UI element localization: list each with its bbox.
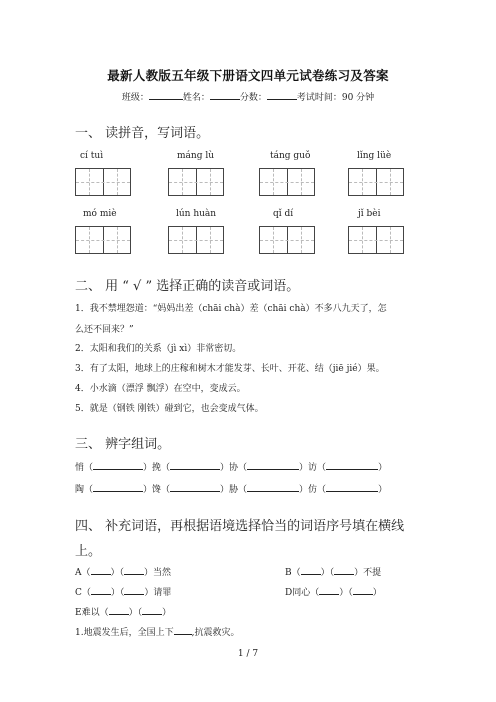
- section4-question-1: 1.地震发生后，全国上下 ,抗震救灾。: [75, 628, 240, 638]
- pinyin-5: mó miè: [83, 209, 117, 219]
- writing-grid[interactable]: [75, 226, 131, 254]
- answer-blank[interactable]: [142, 614, 162, 615]
- answer-blank[interactable]: [353, 594, 373, 595]
- pinyin-1: cí tuì: [80, 151, 104, 161]
- pinyin-8: jǐ bèi: [358, 209, 381, 219]
- answer-blank[interactable]: [170, 469, 220, 470]
- writing-grid[interactable]: [259, 226, 315, 254]
- pinyin-3: táng guǒ: [270, 151, 311, 161]
- writing-grid[interactable]: [259, 168, 315, 196]
- answer-blank[interactable]: [319, 594, 339, 595]
- pinyin-2: máng lù: [177, 151, 214, 161]
- class-label: 班级：: [121, 93, 149, 103]
- writing-grid[interactable]: [168, 226, 224, 254]
- idiom-c: C（ ）（ ）请罪: [75, 588, 172, 598]
- section4-heading-line-2: 上。: [75, 544, 102, 559]
- answer-blank[interactable]: [174, 634, 192, 635]
- answer-blank[interactable]: [247, 469, 299, 470]
- question-2: 2．太阳和我们的关系（jì xì）非常密切。: [75, 344, 242, 354]
- score-blank: [267, 90, 297, 100]
- answer-blank[interactable]: [247, 491, 299, 492]
- answer-blank[interactable]: [170, 491, 220, 492]
- idiom-b: B（ ）（ ）不提: [285, 568, 382, 578]
- question-5: 5．就是（钢铁 刚铁）碰到它，也会变成气体。: [75, 404, 264, 414]
- answer-blank[interactable]: [91, 574, 111, 575]
- idiom-a: A（ ）（ ）当然: [75, 568, 172, 578]
- writing-grid[interactable]: [168, 168, 224, 196]
- word-group-row-1: 悄（ ）挽（ ）协（ ）访（ ）: [75, 463, 388, 473]
- question-3: 3．有了太阳，地球上的庄稼和树木才能发芽、长叶、开花、结（jiē jié）果。: [75, 364, 385, 374]
- answer-blank[interactable]: [109, 614, 129, 615]
- answer-blank[interactable]: [93, 491, 143, 492]
- answer-blank[interactable]: [93, 469, 143, 470]
- question-1-line-1: 1．我不禁埋怨道：“妈妈出差（chāi chà）差（chāi chà）不多八九天了，怎: [75, 304, 387, 314]
- idiom-d: D同心（ ）（ ）: [285, 588, 382, 598]
- answer-blank[interactable]: [301, 574, 321, 575]
- answer-blank[interactable]: [334, 574, 354, 575]
- answer-blank[interactable]: [326, 491, 378, 492]
- pinyin-4: lǐng lüè: [357, 151, 392, 161]
- section4-heading-line-1: 四、 补充词语，再根据语境选择恰当的词语序号填在横线: [75, 519, 405, 534]
- writing-grid[interactable]: [348, 168, 404, 196]
- writing-grid[interactable]: [348, 226, 404, 254]
- name-label: 姓名：: [182, 93, 210, 103]
- writing-grid[interactable]: [75, 168, 131, 196]
- question-4: 4．小水滴（漂浮 飘浮）在空中，变成云。: [75, 384, 246, 394]
- answer-blank[interactable]: [124, 594, 144, 595]
- answer-blank[interactable]: [326, 469, 378, 470]
- time-label: 考试时间：90 分钟: [296, 93, 375, 103]
- answer-blank[interactable]: [91, 594, 111, 595]
- score-label: 分数：: [239, 93, 267, 103]
- question-1-line-2: 么还不回来？”: [75, 325, 134, 335]
- pinyin-6: lún huàn: [176, 209, 217, 219]
- word-group-row-2: 陶（ ）馋（ ）胁（ ）仿（ ）: [75, 485, 388, 495]
- student-info-line: [0, 90, 496, 103]
- class-blank: [149, 90, 183, 100]
- pinyin-7: qǐ dí: [273, 209, 294, 219]
- section1-heading: 一、 读拼音，写词语。: [75, 126, 210, 141]
- name-blank: [210, 90, 240, 100]
- section2-heading: 二、 用 “ √ ” 选择正确的读音或词语。: [75, 279, 300, 294]
- document-title: 最新人教版五年级下册语文四单元试卷练习及答案: [107, 68, 389, 83]
- answer-blank[interactable]: [124, 574, 144, 575]
- section3-heading: 三、 辨字组词。: [75, 437, 171, 452]
- page-number: 1 / 7: [237, 649, 259, 659]
- idiom-e: E难以（ ）（ ）: [75, 608, 172, 618]
